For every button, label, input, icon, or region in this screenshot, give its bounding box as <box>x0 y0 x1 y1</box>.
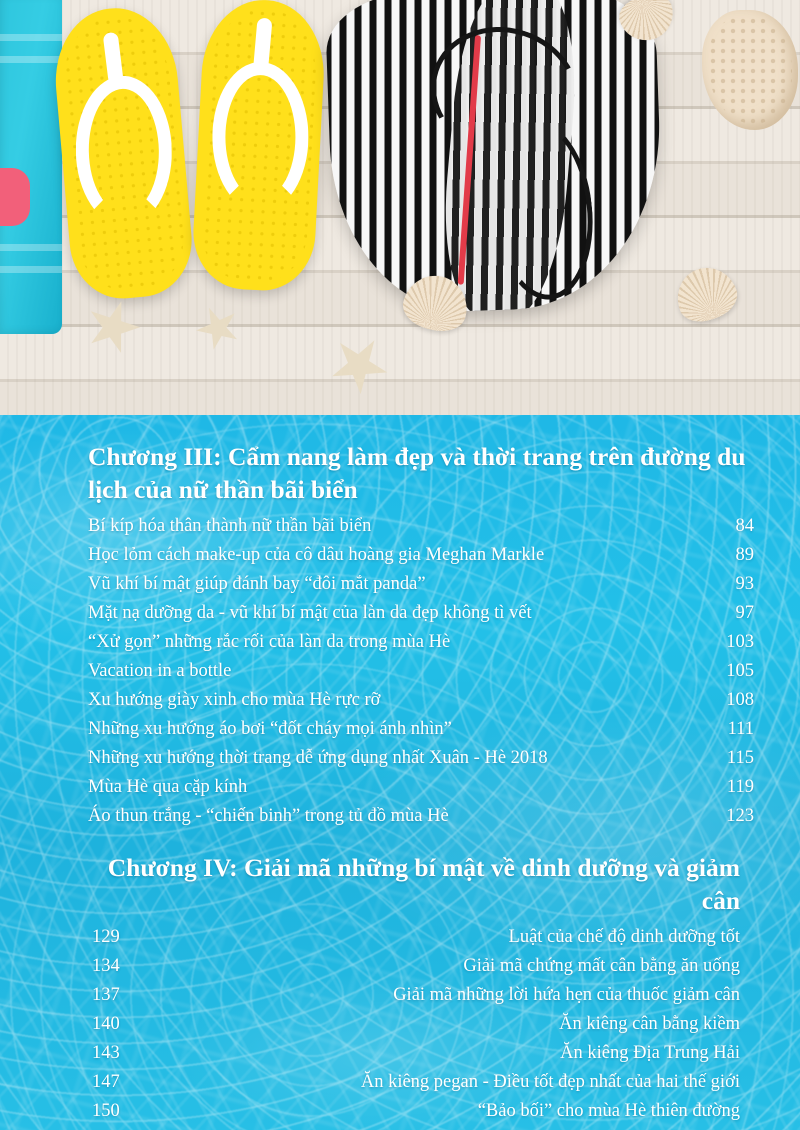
toc-entry-page: 119 <box>726 776 754 797</box>
toc-entry[interactable] <box>88 802 754 831</box>
toc-entry[interactable] <box>88 923 754 952</box>
toc-entry-page: 111 <box>727 718 754 739</box>
toc-entry[interactable] <box>88 599 754 628</box>
toc-entry-label: Những xu hướng thời trang dễ ứng dụng nhất Xuân - Hè 2018 <box>88 747 548 768</box>
toc-entry[interactable] <box>88 1039 754 1068</box>
toc-entry-label: Giải mã những lời hứa hẹn của thuốc giảm cân <box>393 984 740 1005</box>
chapter-4-block <box>88 851 754 1126</box>
pink-accessory <box>0 168 30 226</box>
toc-entry[interactable] <box>88 541 754 570</box>
toc-entry[interactable] <box>88 773 754 802</box>
toc-entry-label: Mùa Hè qua cặp kính <box>88 776 248 797</box>
toc-entry-page: 97 <box>735 603 754 624</box>
toc-entry[interactable] <box>88 1097 754 1126</box>
toc-entry-page: 89 <box>735 545 754 566</box>
toc-entry[interactable] <box>88 628 754 657</box>
toc-entry-label: Xu hướng giày xinh cho mùa Hè rực rỡ <box>88 689 381 710</box>
toc-entry[interactable] <box>88 686 754 715</box>
toc-entry[interactable] <box>88 981 754 1010</box>
toc-entry-page: 93 <box>735 574 754 595</box>
toc-entry-label: Luật của chế độ dinh dưỡng tốt <box>508 926 740 947</box>
table-of-contents <box>0 415 800 1125</box>
chapter-3-title: Chương III: Cẩm nang làm đẹp và thời trang trên đường du lịch của nữ thần bãi biển <box>88 442 746 505</box>
toc-entry-page: 103 <box>726 632 754 653</box>
toc-entry-label: Giải mã chứng mất cân bằng ăn uống <box>463 955 740 976</box>
teal-towel <box>0 0 62 334</box>
chapter-4-title: Chương IV: Giải mã những bí mật về dinh dưỡng và giảm cân <box>107 852 740 915</box>
toc-entry[interactable] <box>88 952 754 981</box>
toc-entry-label: Áo thun trắng - “chiến binh” trong tủ đồ mùa Hè <box>88 805 449 826</box>
yellow-flip-flop-right <box>190 0 327 293</box>
toc-entry-label: “Bảo bối” cho mùa Hè thiên đường <box>477 1100 740 1121</box>
toc-entry[interactable] <box>88 570 754 599</box>
toc-entry-label: Vacation in a bottle <box>88 660 232 681</box>
toc-entry-label: Bí kíp hóa thân thành nữ thần bãi biển <box>88 516 372 537</box>
toc-entry-page: 115 <box>726 747 754 768</box>
toc-entry-page: 108 <box>726 689 754 710</box>
toc-entry[interactable] <box>88 1010 754 1039</box>
toc-entry-label: Vũ khí bí mật giúp đánh bay “đôi mắt panda” <box>88 574 426 595</box>
toc-entry-label: Ăn kiêng pegan - Điều tốt đẹp nhất của hai thế giới <box>360 1071 740 1092</box>
toc-entry-page: 105 <box>726 660 754 681</box>
toc-entry[interactable] <box>88 744 754 773</box>
toc-entry-label: Mặt nạ dưỡng da - vũ khí bí mật của làn da đẹp không tì vết <box>88 603 532 624</box>
toc-entry[interactable] <box>88 715 754 744</box>
toc-entry-label: Ăn kiêng Địa Trung Hải <box>560 1042 740 1063</box>
toc-entry-page: 140 <box>92 1013 120 1034</box>
toc-entry-page: 134 <box>92 955 120 976</box>
toc-entry-label: Học lỏm cách make-up của cô dâu hoàng gia Meghan Markle <box>88 545 545 566</box>
toc-entry-page: 143 <box>92 1042 120 1063</box>
toc-entry-label: “Xử gọn” những rắc rối của làn da trong mùa Hè <box>88 632 451 653</box>
toc-entry[interactable] <box>88 657 754 686</box>
toc-entry-label: Những xu hướng áo bơi “đốt cháy mọi ánh nhìn” <box>88 718 452 739</box>
toc-entry-page: 123 <box>726 805 754 826</box>
toc-entry-page: 147 <box>92 1071 120 1092</box>
water-background <box>0 415 800 1130</box>
toc-entry-page: 84 <box>735 516 754 537</box>
toc-entry[interactable] <box>88 512 754 541</box>
toc-entry-page: 150 <box>92 1100 120 1121</box>
toc-entry[interactable] <box>88 1068 754 1097</box>
toc-entry-label: Ăn kiêng cân bằng kiềm <box>559 1013 740 1034</box>
beach-photo-banner <box>0 0 800 415</box>
toc-entry-page: 129 <box>92 926 120 947</box>
toc-entry-page: 137 <box>92 984 120 1005</box>
